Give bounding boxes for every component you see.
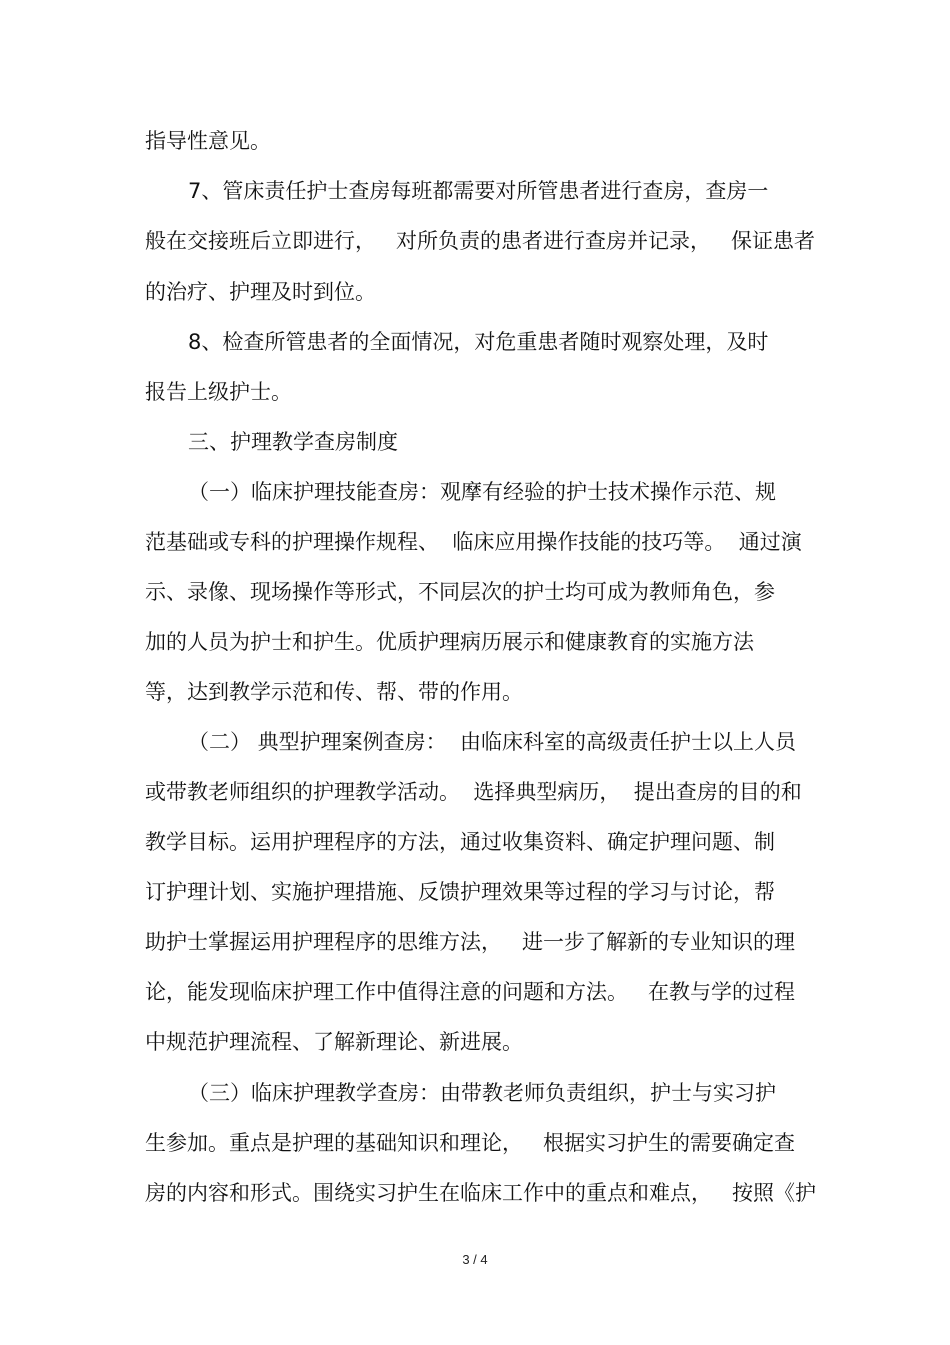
- section-heading: 三、护理教学查房制度: [188, 430, 398, 454]
- page-number: 3 / 4: [462, 1252, 488, 1267]
- text-line-11: 加的人员为护士和护生。优质护理病历展示和健康教育的实施方法: [145, 630, 754, 654]
- text-line-18: 论，能发现临床护理工作中值得注意的问题和方法。 在教与学的过程: [145, 980, 796, 1004]
- text-line-17: 助护士掌握运用护理程序的思维方法， 进一步了解新的专业知识的理: [145, 930, 796, 954]
- text-line-21: 生参加。重点是护理的基础知识和理论， 根据实习护生的需要确定查: [145, 1131, 796, 1155]
- text-line-8: （一）临床护理技能查房：观摩有经验的护士技术操作示范、规: [188, 480, 776, 504]
- text-line-14: 或带教老师组织的护理教学活动。 选择典型病历， 提出查房的目的和: [145, 780, 802, 804]
- text-line-20: （三）临床护理教学查房：由带教老师负责组织，护士与实习护: [188, 1081, 776, 1105]
- text-line-15: 教学目标。运用护理程序的方法，通过收集资料、确定护理问题、制: [145, 830, 775, 854]
- text-line-9: 范基础或专科的护理操作规程、 临床应用操作技能的技巧等。 通过演: [145, 530, 802, 554]
- text-line-12: 等，达到教学示范和传、帮、带的作用。: [145, 680, 523, 704]
- text-line-10: 示、录像、现场操作等形式，不同层次的护士均可成为教师角色，参: [145, 580, 775, 604]
- text-line-3: 般在交接班后立即进行， 对所负责的患者进行查房并记录， 保证患者: [145, 229, 816, 253]
- text-line-2: 7、管床责任护士查房每班都需要对所管患者进行查房，查房一: [188, 179, 769, 203]
- text-line-5: 8、检查所管患者的全面情况，对危重患者随时观察处理，及时: [188, 330, 769, 354]
- text-line-16: 订护理计划、实施护理措施、反馈护理效果等过程的学习与讨论，帮: [145, 880, 775, 904]
- text-line-6: 报告上级护士。: [145, 380, 292, 404]
- text-line-4: 的治疗、护理及时到位。: [145, 280, 376, 304]
- text-line-22: 房的内容和形式。围绕实习护生在临床工作中的重点和难点， 按照《护: [145, 1181, 817, 1205]
- text-line-19: 中规范护理流程、了解新理论、新进展。: [145, 1030, 523, 1054]
- text-line-1: 指导性意见。: [145, 129, 271, 153]
- text-line-13: （二） 典型护理案例查房： 由临床科室的高级责任护士以上人员: [188, 730, 797, 754]
